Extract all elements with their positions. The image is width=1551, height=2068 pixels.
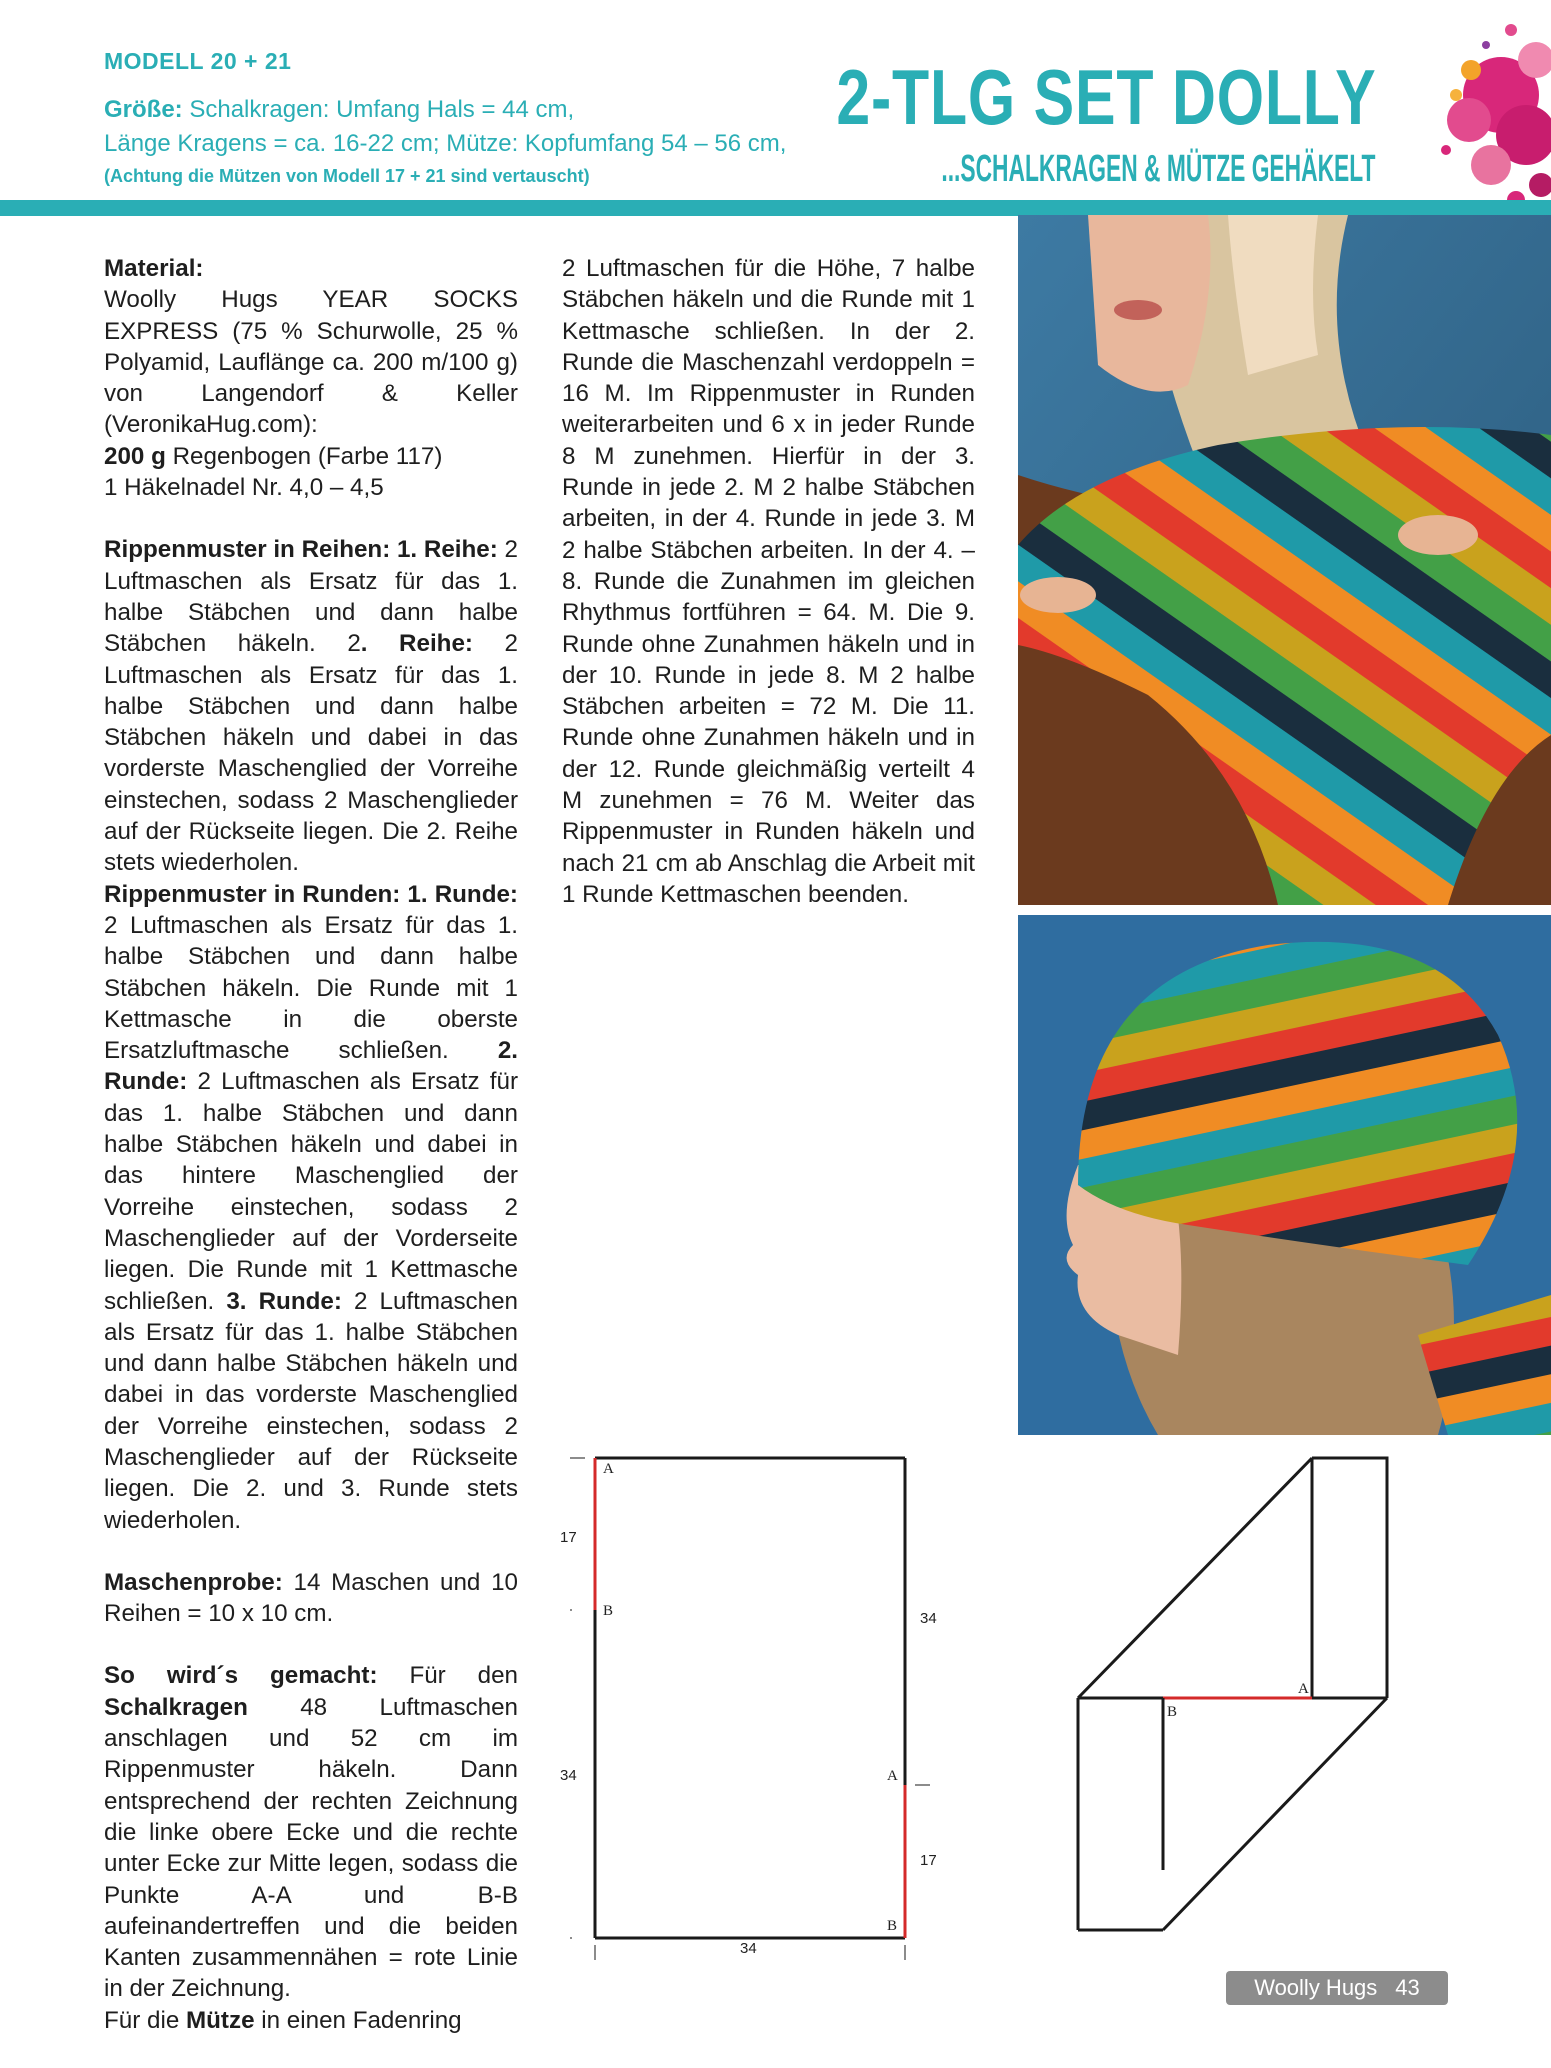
page-title: 2-TLG SET DOLLY	[836, 53, 1377, 141]
rib-rounds-r3: 3. Runde:	[226, 1287, 342, 1315]
footer-brand: Woolly Hugs	[1254, 1975, 1378, 2000]
rib-rounds-text3: 2 Luftmaschen als Ersatz für das 1. halbe Stäbchen und dann halbe Stäbchen häkeln und dabei in das vorderste Maschenglied der Vorreihe einstechen, sodass 2 Maschenglieder auf der Rückseite liegen. Die 2. und 3. Runde stets wiederholen.	[104, 1287, 518, 1534]
material-heading-text: Material:	[104, 255, 204, 282]
collar-flat-diagram	[550, 1440, 950, 1970]
material-amount: 200 g	[104, 442, 166, 470]
howto-text1: Für den	[377, 1662, 518, 1690]
rib-rows-heading: Rippenmuster in Reihen: 1. Reihe:	[104, 536, 498, 564]
rib-rounds-r2: 2. Runde:	[104, 1037, 518, 1096]
page-number: 43	[1395, 1975, 1420, 2000]
instructions-middle-column	[562, 253, 975, 910]
howto-text3: Für die	[104, 2006, 186, 2034]
material-amount-line	[104, 441, 518, 472]
dim-17-right: 17	[920, 1852, 937, 1869]
rib-rows-text2: 2 Luftmaschen als Ersatz für das 1. halbe Stäbchen und dann halbe Stäbchen häkeln und dabei in das vorderste Maschenglied der Vorreihe einstechen, sodass 2 Maschenglieder auf der Rückseite liegen. Die 2. Reihe stets wiederholen.	[104, 630, 518, 877]
howto-heading: So wird´s gemacht:	[104, 1662, 378, 1690]
size-note: (Achtung die Mützen von Modell 17 + 21 sind vertauscht)	[104, 166, 590, 186]
material-heading	[104, 253, 518, 284]
point-b-left: B	[603, 1603, 614, 1619]
rib-rows-paragraph	[104, 534, 518, 878]
size-info-line1	[104, 96, 574, 124]
rib-rows-row2: . Reihe:	[360, 630, 473, 658]
point-a-top-left: A	[603, 1461, 614, 1477]
howto-text2: 48 Luftmaschen anschlagen und 52 cm im Rippenmuster häkeln. Dann entsprechend der rechten Zeichnung die linke obere Ecke und die rechte unter Ecke zur Mitte legen, sodass die Punkte A-A und B-B aufeinandertreffen und die beiden Kanten zusammennähen = rote Linie in der Zeichnung.	[104, 1693, 518, 2003]
fold-point-a: A	[1298, 1681, 1309, 1697]
gauge-text: 14 Maschen und 10 Reihen = 10 x 10 cm.	[104, 1568, 518, 1628]
rib-rows-text1: 2 Luftmaschen als Ersatz für das 1. halbe Stäbchen und dann halbe Stäbchen häkeln. 2	[104, 536, 518, 658]
hat-illustration	[1018, 915, 1551, 1435]
scarf-collar-photo	[1018, 215, 1551, 905]
dim-17-left: 17	[560, 1529, 577, 1546]
howto-hat: Mütze	[186, 2006, 255, 2034]
ink-splash-decoration	[1351, 0, 1551, 220]
instructions-left-column	[104, 253, 518, 2036]
gauge-paragraph	[104, 1567, 518, 1630]
point-b-bottom-right: B	[887, 1918, 898, 1934]
fold-diagonal-bottom	[1163, 1698, 1387, 1930]
model-number: MODELL 20 + 21	[104, 48, 292, 74]
dim-34-left: 34	[560, 1767, 577, 1784]
dim-34-right: 34	[920, 1610, 937, 1627]
spacer	[104, 503, 518, 534]
rib-rounds-paragraph	[104, 879, 518, 1536]
page-footer-badge	[1226, 1971, 1448, 2005]
rib-rounds-text2: 2 Luftmaschen als Ersatz für das 1. halbe Stäbchen und dann halbe Stäbchen häkeln und dabei in das hintere Maschenglied der Vorreihe einstechen, sodass 2 Maschenglieder auf der Vorderseite liegen. Die Runde mit 1 Kettmasche schließen.	[104, 1068, 518, 1315]
rib-rounds-text1: 2 Luftmaschen als Ersatz für das 1. halbe Stäbchen und dann halbe Stäbchen häkeln. Die Runde mit 1 Kettmasche in die oberste Ersatzluftmasche schließen.	[104, 911, 518, 1065]
page-subtitle: ...SCHALKRAGEN & MÜTZE GEHÄKELT	[940, 148, 1375, 190]
dim-34-bottom: 34	[740, 1940, 757, 1957]
gauge-heading: Maschenprobe:	[104, 1568, 283, 1596]
howto-text4: in einen Fadenring	[254, 2006, 462, 2034]
material-hook: 1 Häkelnadel Nr. 4,0 – 4,5	[104, 474, 384, 502]
hat-instructions: 2 Luftmaschen für die Höhe, 7 halbe Stäbchen häkeln und die Runde mit 1 Kettmasche schließen. In der 2. Runde die Maschenzahl verdoppeln = 16 M. Im Rippenmuster in Runden weiterarbeiten und 6 x in jeder Runde 8 M zunehmen. Hierfür in der 3. Runde in jede 2. M 2 halbe Stäbchen arbeiten, in der 4. Runde in jede 3. M 2 halbe Stäbchen arbeiten. In der 4. – 8. Runde die Zunahmen im gleichen Rhythmus fortführen = 64. M. Die 9. Runde ohne Zunahmen häkeln und in der 10. Runde in jede 8. M 2 halbe Stäbchen arbeiten = 72 M. Die 11. Runde ohne Zunahmen häkeln und in der 12. Runde gleichmäßig verteilt 4 M zunehmen = 76 M. Weiter das Rippenmuster in Runden häkeln und nach 21 cm ab Anschlag die Arbeit mit 1 Runde Kettmaschen beenden.	[562, 255, 975, 908]
hat-photo	[1018, 915, 1551, 1435]
scarf-collar-illustration	[1018, 215, 1551, 905]
howto-collar: Schalkragen	[104, 1693, 248, 1721]
hat-intro-paragraph	[104, 2005, 518, 2036]
rib-rounds-heading: Rippenmuster in Runden: 1. Runde:	[104, 880, 518, 908]
fold-point-b: B	[1167, 1704, 1178, 1720]
fold-back-panel	[1312, 1458, 1387, 1698]
collar-folded-diagram	[1060, 1440, 1400, 1940]
howto-paragraph	[104, 1660, 518, 2004]
header-divider	[0, 200, 1551, 216]
size-info-line2: Länge Kragens = ca. 16-22 cm; Mütze: Kopfumfang 54 – 56 cm,	[104, 130, 787, 157]
material-color: Regenbogen (Farbe 117)	[165, 442, 443, 470]
fold-diagonal-top	[1078, 1458, 1312, 1698]
spacer	[104, 1629, 518, 1660]
size-collar-text: Schalkragen: Umfang Hals = 44 cm,	[182, 96, 575, 123]
size-label: Größe:	[104, 96, 183, 123]
spacer	[104, 1536, 518, 1567]
point-a-right: A	[887, 1768, 898, 1784]
material-text: Woolly Hugs YEAR SOCKS EXPRESS (75 % Schurwolle, 25 % Polyamid, Lauflänge ca. 200 m/100 g) von Langendorf & Keller (VeronikaHug.com):	[104, 286, 518, 439]
